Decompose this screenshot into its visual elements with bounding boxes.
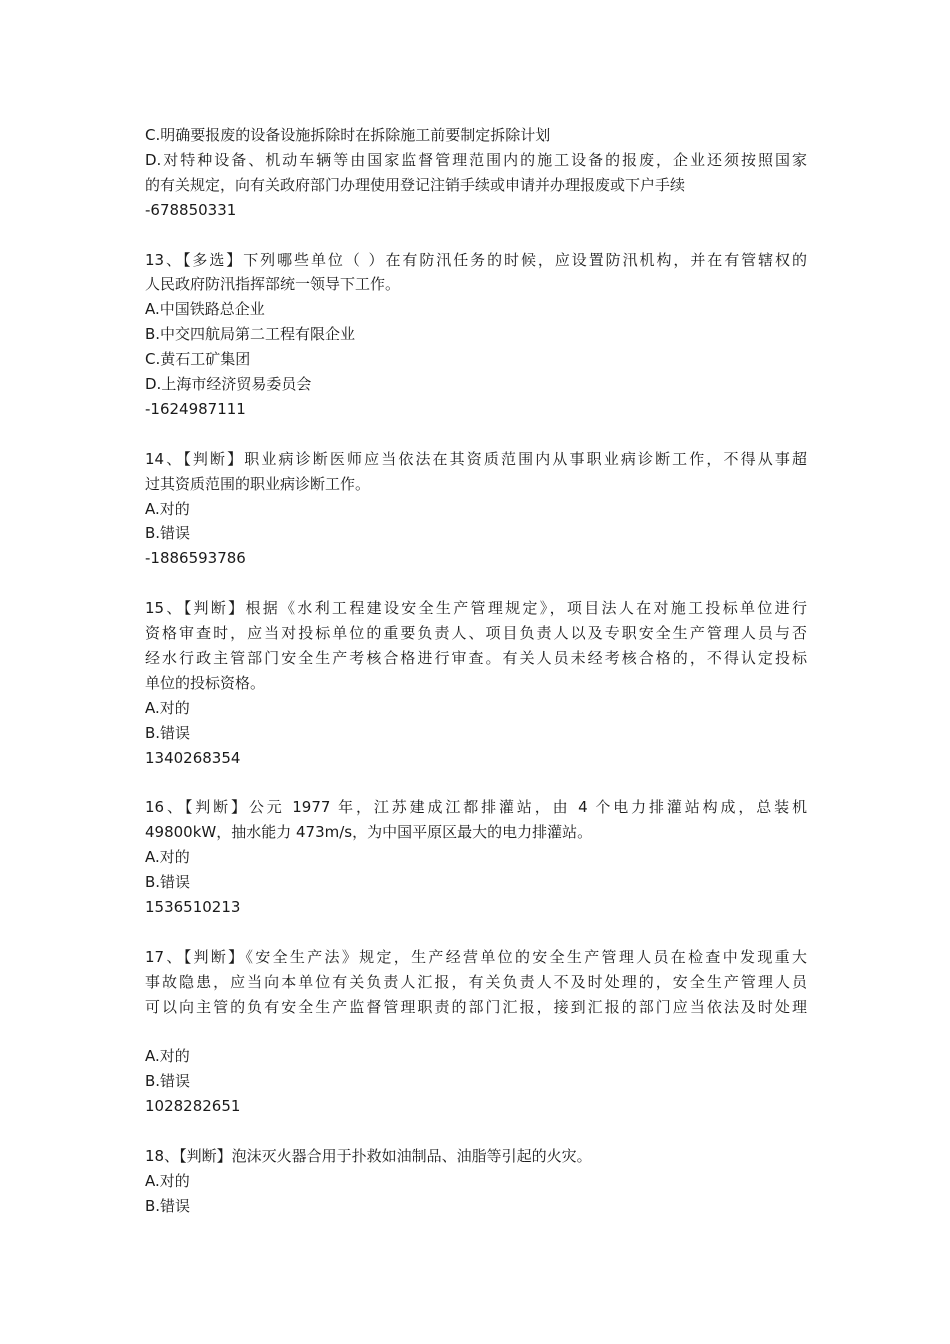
prev-question bbox=[145, 123, 807, 223]
option-c: C.明确要报废的设备设施拆除时在拆除施工前要制定拆除计划 bbox=[145, 126, 551, 144]
question-text-empty bbox=[145, 1020, 807, 1045]
question-text: 资格审查时，应当对投标单位的重要负责人、项目负责人以及专职安全生产管理人员与否 bbox=[145, 624, 807, 643]
question-text: 15、【判断】根据《水利工程建设安全生产管理规定》，项目法人在对施工投标单位进行 bbox=[145, 599, 807, 618]
question-13 bbox=[145, 248, 807, 422]
option-d: D.对特种设备、机动车辆等由国家监督管理范围内的施工设备的报废，企业还须按照国家 bbox=[145, 150, 807, 169]
option-d: D.上海市经济贸易委员会 bbox=[145, 375, 312, 394]
option-b: B.错误 bbox=[145, 873, 191, 892]
option-a: A.对的 bbox=[145, 848, 190, 867]
option-d-continued: 的有关规定，向有关政府部门办理使用登记注销手续或申请并办理报废或下户手续 bbox=[145, 175, 686, 194]
option-a: A.对的 bbox=[145, 499, 190, 518]
document-page bbox=[145, 123, 807, 1219]
question-text: 49800kW，抽水能力 473m/s，为中国平原区最大的电力排灌站。 bbox=[145, 823, 593, 842]
question-code: 1536510213 bbox=[145, 898, 241, 917]
question-code: -678850331 bbox=[145, 200, 237, 219]
question-text: 经水行政主管部门安全生产考核合格进行审查。有关人员未经考核合格的，不得认定投标 bbox=[145, 648, 807, 667]
question-text: 事故隐患，应当向本单位有关负责人汇报，有关负责人不及时处理的，安全生产管理人员 bbox=[145, 972, 807, 991]
option-b: B.中交四航局第二工程有限企业 bbox=[145, 325, 356, 344]
question-16 bbox=[145, 795, 807, 920]
question-code: 1340268354 bbox=[145, 748, 241, 767]
option-b: B.错误 bbox=[145, 524, 191, 543]
question-17 bbox=[145, 945, 807, 1119]
question-text: 过其资质范围的职业病诊断工作。 bbox=[145, 474, 371, 493]
question-18 bbox=[145, 1144, 807, 1219]
question-14 bbox=[145, 447, 807, 572]
question-code: -1886593786 bbox=[145, 549, 246, 568]
option-a: A.对的 bbox=[145, 1171, 190, 1190]
question-code: -1624987111 bbox=[145, 399, 246, 418]
question-text: 人民政府防汛指挥部统一领导下工作。 bbox=[145, 275, 401, 294]
question-code: 1028282651 bbox=[145, 1097, 241, 1116]
option-a: A.对的 bbox=[145, 1047, 190, 1066]
option-b: B.错误 bbox=[145, 723, 191, 742]
option-b: B.错误 bbox=[145, 1196, 191, 1215]
option-a: A.对的 bbox=[145, 698, 190, 717]
question-text: 14、【判断】职业病诊断医师应当依法在其资质范围内从事职业病诊断工作，不得从事超 bbox=[145, 449, 807, 468]
question-text: 13、【多选】下列哪些单位（ ）在有防汛任务的时候，应设置防汛机构，并在有管辖权的 bbox=[145, 250, 807, 269]
question-text: 16、【判断】公元 1977 年，江苏建成江都排灌站，由 4 个电力排灌站构成，总装机 bbox=[145, 798, 807, 817]
question-text: 17、【判断】《安全生产法》规定，生产经营单位的安全生产管理人员在检查中发现重大 bbox=[145, 947, 807, 966]
option-b: B.错误 bbox=[145, 1072, 191, 1091]
option-c: C.黄石工矿集团 bbox=[145, 350, 251, 369]
question-text: 单位的投标资格。 bbox=[145, 673, 266, 692]
question-text: 可以向主管的负有安全生产监督管理职责的部门汇报，接到汇报的部门应当依法及时处理 bbox=[145, 997, 807, 1016]
question-text: 18、【判断】泡沫灭火器合用于扑救如油制品、油脂等引起的火灾。 bbox=[145, 1147, 592, 1166]
question-15 bbox=[145, 596, 807, 770]
option-a: A.中国铁路总企业 bbox=[145, 300, 265, 319]
